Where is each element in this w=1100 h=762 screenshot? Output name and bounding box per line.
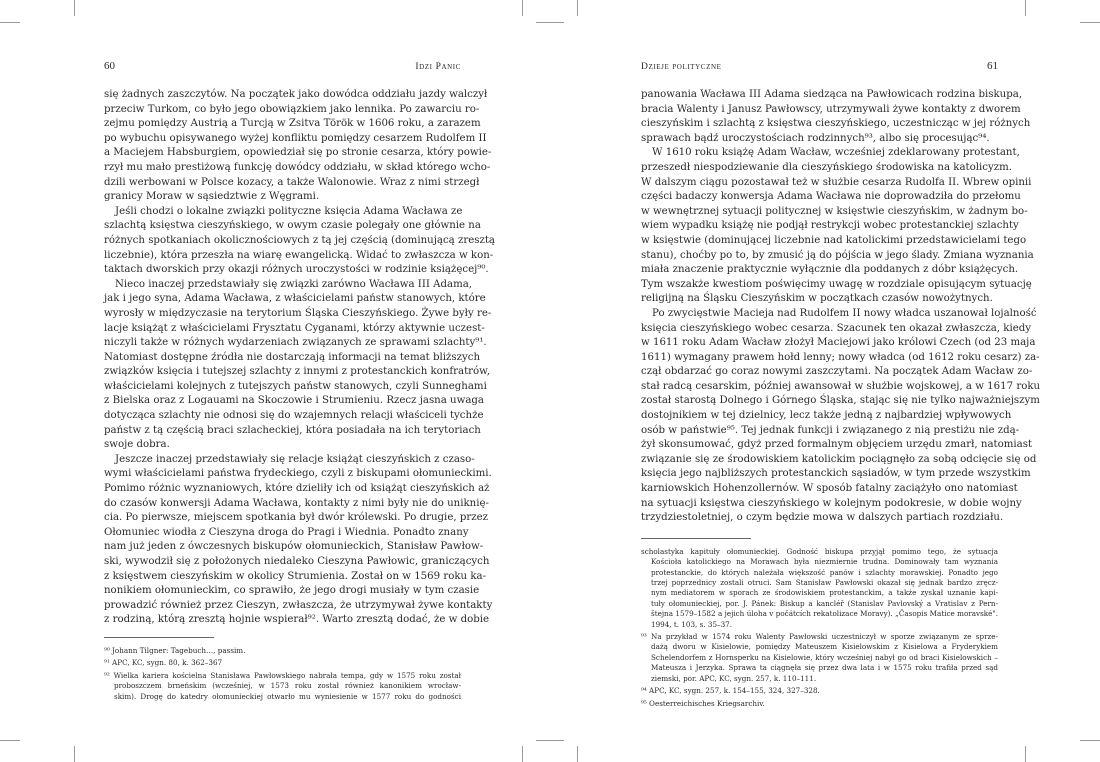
text-line: Ołomuniec wiodła z Cieszyna droga do Pragi i Wiednia. Ponadto znany <box>104 526 469 538</box>
text-line: sprawach bądź uroczystościach rodzinnych⁹³, albo się procesując⁹⁴. <box>641 132 990 144</box>
text-line: dzili werbowani w Polsce kozacy, a także Walonowie. Wraz z nimi strzegł <box>104 176 480 188</box>
footnote <box>641 699 998 709</box>
text-line: części badaczy konwersja Adama Wacława nie doprowadziła do przełomu <box>641 191 1021 203</box>
crop-mark <box>536 740 564 741</box>
text-line: księcia jego najbliższych protestanckich sąsiadów, w tym przede wszystkim <box>641 468 1031 480</box>
text-line: swoje dobra. <box>104 439 170 451</box>
footnote <box>104 658 461 668</box>
text-line: a Maciejem Habsburgiem, opowiedział się po stronie cesarza, który powie- <box>104 147 492 159</box>
text-line: z księstwem cieszyńskim w okolicy Strumienia. Został on w 1569 roku ka- <box>104 570 487 582</box>
text-line: czął obdarzać go coraz nowymi zaszczytami. Na początek Adam Wacław zo- <box>641 366 1033 378</box>
text-line: na sytuacji księstwa cieszyńskiego w kolejnym podokresie, w dobie wojny <box>641 497 1022 509</box>
footnote-line: skim). Drogę do katedry ołomunieckiej otwarło mu wyniesienie w 1577 roku do godności <box>114 691 461 701</box>
text-line: Natomiast dostępne źródła nie dostarczają informacji na temat bliższych <box>104 351 481 363</box>
text-line: w księstwie (dominującej liczebnie nad katolickimi przedstawicielami tego <box>641 234 1027 246</box>
text-line: miała znaczenie praktycznie wyłącznie dla poddanych z dóbr książęcych. <box>641 264 1019 276</box>
crop-mark <box>74 746 75 762</box>
text-line: żył skonsumować, gdyż przed formalnym objęciem urzędu zmarł, natomiast <box>641 439 1033 451</box>
footnote-line: Mateusza i Jerzyka. Sprawa ta ciągnęła się przez dwa lata i w 1575 roku trafiła przed sąd <box>651 663 998 673</box>
text-line: bracia Walenty i Janusz Pawłowscy, utrzymywali żywe kontakty z dworem <box>641 103 1021 115</box>
footnote <box>641 547 998 630</box>
text-line: przeszedł niespodziewanie dla cieszyńskiego środowiska na katolicyzm. <box>641 161 1013 173</box>
text-line: Jeśli chodzi o lokalne związki polityczne księcia Adama Wacława ze <box>115 205 463 217</box>
footnote-line: Schelendorfem z Hornsperku na Kisielowie, który wcześniej nabył go od braci Kisielowskich – <box>651 652 998 662</box>
text-line: księcia cieszyńskiego wobec cesarza. Szacunek ten okazał zwłaszcza, kiedy <box>641 322 1032 334</box>
text-line: po wybuchu opisywanego wyżej konfliktu pomiędzy cesarzem Rudolfem II <box>104 132 487 144</box>
footnote-line: ⁹³ Na przykład w 1574 roku Walenty Pawłowski uczestniczył w sporze związanym ze sprze- <box>641 632 998 642</box>
text-line: w wewnętrznej sytuacji politycznej w księstwie cieszyńskim, w żadnym bo- <box>641 205 1028 217</box>
footnote-line: proboszczem brneńskim (wcześniej, w 1573 roku został również kanonikiem wrocław- <box>114 681 461 691</box>
text-line: wymi właścicielami państwa frydeckiego, czyli z biskupami ołomunieckimi. <box>104 468 492 480</box>
right-page <box>641 58 1041 711</box>
footnote-line: Kościoła katolickiego na Morawach była niezmiernie trudna. Dominowały tam wyznania <box>651 557 998 567</box>
crop-mark <box>1025 746 1026 762</box>
crop-mark <box>0 22 20 23</box>
footnote-line: ⁹² Wielka kariera kościelna Stanisława Pawłowskiego nabrała tempa, gdy w 1575 roku został <box>104 670 461 680</box>
footnote-line: trzej poprzednicy zostali otruci. Sam Stanisław Pawłowski okazał się jednak bardzo zręcz- <box>651 578 998 588</box>
text-line: Tym wszakże kwestiom poświęcimy uwagę w rozdziale opisującym sytuację <box>641 278 1032 290</box>
text-line: cia. Po pierwsze, miejscem spotkania był dwór królewski. Po drugie, przez <box>104 512 488 524</box>
footnote <box>104 671 461 702</box>
page-number: 60 <box>104 60 115 72</box>
footnote-line: dażą dworu w Kisielowie, pomiędzy Mateuszem Kisielowskim z Kisielowa a Fryderykiem <box>651 642 998 652</box>
text-line: z rodziną, którą zresztą hojnie wspierał⁹². Warto zresztą dodać, że w dobie <box>104 614 490 626</box>
text-line: rzył mu mało prestiżową funkcję dowódcy oddziału, w skład którego wcho- <box>104 161 491 173</box>
text-line: granicy Moraw w sąsiedztwie z Węgrami. <box>104 191 320 203</box>
text-line: cieszyńskim i szlachtą z księstwa cieszyńskiego, uczestnicząc w jej różnych <box>641 118 1031 130</box>
crop-mark <box>74 0 75 16</box>
running-head: Idzi Panic <box>415 62 461 72</box>
footnote-line: nym mediatorem w sporach ze środowiskiem protestanckim, a także zyskał uznanie kapi- <box>651 588 998 598</box>
footnote <box>641 686 998 696</box>
text-line: trzydziestoletniej, o czym będzie mowa w dalszych partiach rozdziału. <box>641 512 1004 524</box>
text-line: właścicielami kolejnych z tutejszych państw stanowych, czyli Sunneghami <box>104 380 487 392</box>
text-line: niczyli także w różnych wydarzeniach związanych ze sprawami szlachty⁹¹. <box>104 337 487 349</box>
text-line: z Bielska oraz z Logauami na Skoczowie i Strumieniu. Rzecz jasna uwaga <box>104 395 485 407</box>
page-header <box>641 58 998 76</box>
footnote-line: ziemski, por. APC, KC, sygn. 257, k. 110–111. <box>651 673 817 683</box>
body-text <box>641 88 1041 526</box>
text-line: dotycząca szlachty nie odnosi się do wzajemnych relacji właściceli tychże <box>104 410 484 422</box>
running-head: Dzieje polityczne <box>641 62 722 72</box>
footnote <box>104 646 461 656</box>
text-line: szlachtą księstwa cieszyńskiego, w owym czasie polegały one głównie na <box>104 220 481 232</box>
crop-mark <box>0 740 20 741</box>
text-line: stał radcą cesarskim, później awansował w służbie wojskowej, a w 1617 roku <box>641 380 1041 392</box>
text-line: związanie się ze środowiskiem katolickim pociągnęło za sobą odcięcie się od <box>641 453 1037 465</box>
footnote-line: protestanckie, do których należała większość panów i szlachty morawskiej. Ponadto jego <box>651 567 998 577</box>
text-line: stanu), choćby po to, by zmusić ją do pójścia w jego ślady. Zmiana wyznania <box>641 249 1034 261</box>
text-line: Po zwycięstwie Macieja nad Rudolfem II nowy władca uszanował lojalność <box>652 307 1037 319</box>
footnote-line: ⁹⁰ Johann Tilgner: Tagebuch…, passim. <box>104 645 246 655</box>
text-line: religijną na Śląsku Cieszyńskim w początkach czasów nowożytnych. <box>641 293 993 305</box>
body-text <box>104 88 495 628</box>
text-line: został starostą Dolnego i Górnego Śląska, stając się nie tylko najważniejszym <box>641 395 1040 407</box>
text-line: się żadnych zaszczytów. Na początek jako dowódca oddziału jazdy walczył <box>104 89 488 100</box>
page-header <box>104 58 461 76</box>
text-line: karniowskich Hohenzollernów. W sposób fatalny zaciążyło ono natomiast <box>641 483 1018 495</box>
text-line: lacje książąt z właścicielami Frysztatu Cyganami, którzy aktywnie uczest- <box>104 322 485 334</box>
page-number: 61 <box>987 60 998 72</box>
footnotes <box>104 646 461 702</box>
text-line: osób w państwie⁹⁵. Tej jednak funkcji i związanego z nią prestiżu nie zdą- <box>641 424 1020 436</box>
footnote-line: ⁹¹ APC, KC, sygn. 80, k. 362–367 <box>104 658 223 668</box>
text-line: ski, wywodził się z położonych niedaleko Cieszyna Pawłowic, graniczących <box>104 556 490 567</box>
text-line: różnych spotkaniach okolicznościowych z tą jej częścią (dominującą zresztą <box>104 234 495 246</box>
text-line: do czasów konwersji Adama Wacława, kontakty z nimi były nie do uniknię- <box>104 497 489 509</box>
text-line: państw z tą częścią braci szlacheckiej, która posiadała na ich terytoriach <box>104 424 481 436</box>
text-line: Jeszcze inaczej przedstawiały się relacje książąt cieszyńskich z czaso- <box>115 453 475 465</box>
crop-mark <box>1025 0 1026 16</box>
text-line: nonikiem ołomunieckim, co sprawiło, że jego drogi musiały w tym czasie <box>104 585 480 597</box>
text-line: Nieco inaczej przedstawiały się związki zarówno Wacława III Adama, <box>115 278 473 290</box>
text-line: wyrosły w międzyczasie na terytorium Śląska Cieszyńskiego. Żywe były re- <box>104 307 492 319</box>
footnote-rule <box>641 538 751 539</box>
footnote-line: štejna 1579–1582 a jejich úloha v počátcích rekatolizace Moravy). „Časopis Matice moravské". <box>651 609 998 619</box>
text-line: zejmu pomiędzy Austrią a Turcją w Zsitva Török w 1606 roku, a zarazem <box>104 118 481 130</box>
footnote-line: tuły ołomunieckiej, por. J. Pánek: Biskup a kancléř (Stanislav Pavlovský a Vratislav z Pern- <box>651 598 998 608</box>
crop-mark <box>536 22 564 23</box>
text-line: Pomimo różnic wyznaniowych, które dzieliły ich od książąt cieszyńskich aż <box>104 483 490 495</box>
text-line: w 1611 roku Adam Wacław złożył Maciejowi jako królowi Czech (od 23 maja <box>641 337 1036 349</box>
text-line: wiem wypadku książę nie podjął restrykcji wobec protestanckiej szlachty <box>641 220 1019 232</box>
text-line: związków księcia i tutejszej szlachty z innymi z protestanckich konfratrów, <box>104 366 490 378</box>
crop-mark <box>577 0 578 16</box>
crop-mark <box>577 746 578 762</box>
footnotes <box>641 547 998 709</box>
footnote <box>641 632 998 684</box>
text-line: nam już jeden z ówczesnych biskupów ołomunieckich, Stanisław Pawłow- <box>104 541 484 553</box>
crop-mark <box>1080 740 1100 741</box>
footnote-line: ⁹⁵ Oesterreichisches Kriegsarchiv. <box>641 698 765 708</box>
text-line: W dalszym ciągu pozostawał też w służbie cesarza Rudolfa II. Wbrew opinii <box>641 176 1032 188</box>
text-line: panowania Wacława III Adama siedząca na Pawłowicach rodzina biskupa, <box>641 89 1023 100</box>
footnote-line: ⁹⁴ APC, KC, sygn. 257, k. 154–155, 324, 327–328. <box>641 686 820 696</box>
footnote-line: scholastyka kapituły ołomunieckiej. Godność biskupa przyjął pomimo tego, że sytuacja <box>641 546 998 556</box>
left-page <box>104 58 495 704</box>
text-line: dostojnikiem w tej dzielnicy, lecz także jedną z najbardziej wpływowych <box>641 410 1012 422</box>
text-line: W 1610 roku książę Adam Wacław, wcześniej zdeklarowany protestant, <box>652 147 1020 159</box>
footnote-rule <box>104 637 214 638</box>
text-line: jak i jego syna, Adama Wacława, z właścicielami państw stanowych, które <box>104 293 486 305</box>
crop-mark <box>522 746 523 762</box>
text-line: przeciw Turkom, co było jego obowiązkiem jako lennika. Po zawarciu ro- <box>104 103 480 115</box>
text-line: 1611) wymagany prawem hołd lenny; nowy władca (od 1612 roku cesarz) za- <box>641 351 1040 363</box>
text-line: prowadzić również przez Cieszyn, zwłaszcza, że utrzymywał żywe kontakty <box>104 599 493 611</box>
crop-mark <box>1080 22 1100 23</box>
text-line: taktach dworskich przy okazji różnych uroczystości w rodzinie książęcej⁹⁰. <box>104 264 489 276</box>
footnote-line: 1994, t. 103, s. 35–37. <box>651 619 733 629</box>
crop-mark <box>522 0 523 16</box>
text-line: liczebnie), która przeszła na wiarę ewangelicką. Widać to zwłaszcza w kon- <box>104 249 494 261</box>
